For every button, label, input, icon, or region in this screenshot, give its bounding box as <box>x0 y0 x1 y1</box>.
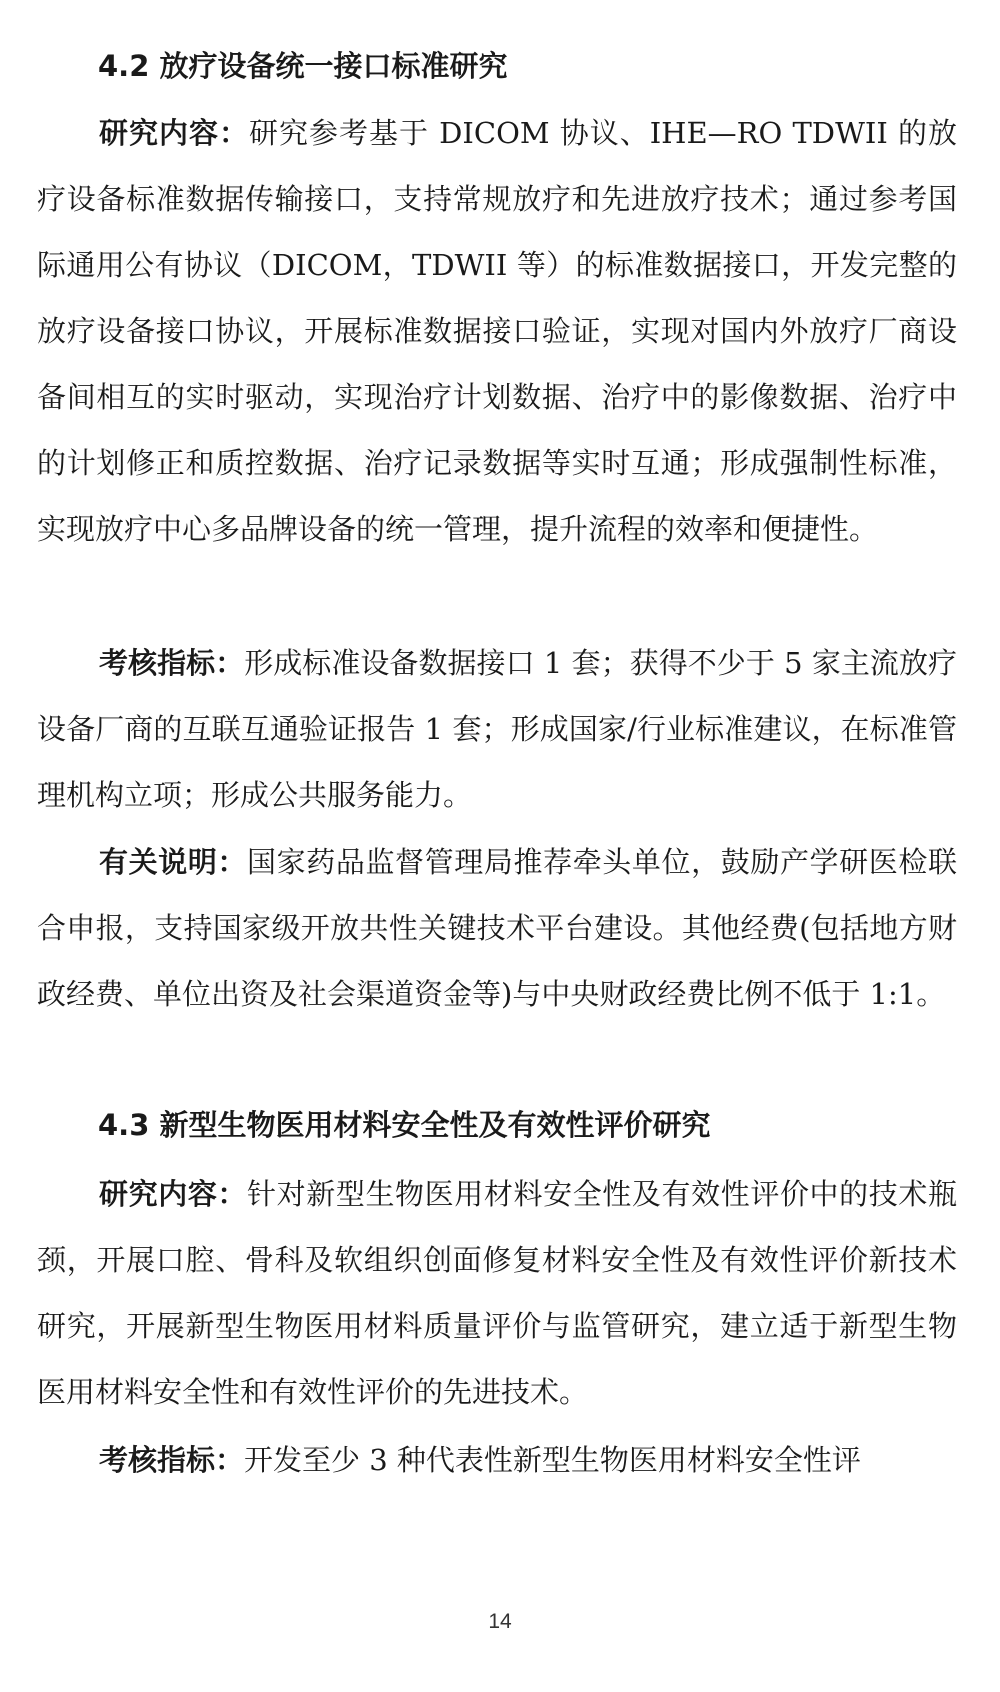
paragraph-text: 开发至少 3 种代表性新型生物医用材料安全性评 <box>244 1443 861 1477</box>
paragraph-text: 形成标准设备数据接口 1 套；获得不少于 5 家主流放疗设备厂商的互联互通验证报告 1 套；形成国家/行业标准建议，在标准管理机构立项；形成公共服务能力。 <box>37 646 957 812</box>
paragraph-assessment-indicators <box>37 630 957 828</box>
page-number: 14 <box>488 1610 512 1633</box>
paragraph-text: 国家药品监督管理局推荐牵头单位，鼓励产学研医检联合申报，支持国家级开放共性关键技术平台建设。其他经费(包括地方财政经费、单位出资及社会渠道资金等)与中央财政经费比例不低于 1:1。 <box>37 845 957 1011</box>
paragraph-label: 研究内容： <box>99 1177 248 1211</box>
paragraph-related-notes <box>37 829 957 1027</box>
paragraph-research-content <box>37 100 957 562</box>
paragraph-label: 考核指标： <box>99 1443 245 1477</box>
paragraph-research-content <box>37 1161 957 1425</box>
paragraph-label: 有关说明： <box>99 845 248 879</box>
paragraph-text: 针对新型生物医用材料安全性及有效性评价中的技术瓶颈，开展口腔、骨科及软组织创面修复材料安全性及有效性评价新技术研究，开展新型生物医用材料质量评价与监管研究，建立适于新型生物医用材料安全性和有效性评价的先进技术。 <box>37 1177 957 1409</box>
section-heading-4-3: 4.3 新型生物医用材料安全性及有效性评价研究 <box>98 1108 711 1142</box>
paragraph-label: 研究内容： <box>99 116 249 150</box>
paragraph-text: 研究参考基于 DICOM 协议、IHE—RO TDWII 的放疗设备标准数据传输接口，支持常规放疗和先进放疗技术；通过参考国际通用公有协议（DICOM，TDWII 等）的标准数据接口，开发完整的放疗设备接口协议，开展标准数据接口验证，实现对国内外放疗厂商设备间相互的实时驱动，实现治疗计划数据、治疗中的影像数据、治疗中的计划修正和质控数据、治疗记录数据等实时互通；形成强制性标准，实现放疗中心多品牌设备的统一管理，提升流程的效率和便捷性。 <box>37 116 957 546</box>
section-heading-4-2: 4.2 放疗设备统一接口标准研究 <box>98 49 508 83</box>
paragraph-assessment-indicators <box>37 1427 957 1493</box>
paragraph-label: 考核指标： <box>99 646 245 680</box>
